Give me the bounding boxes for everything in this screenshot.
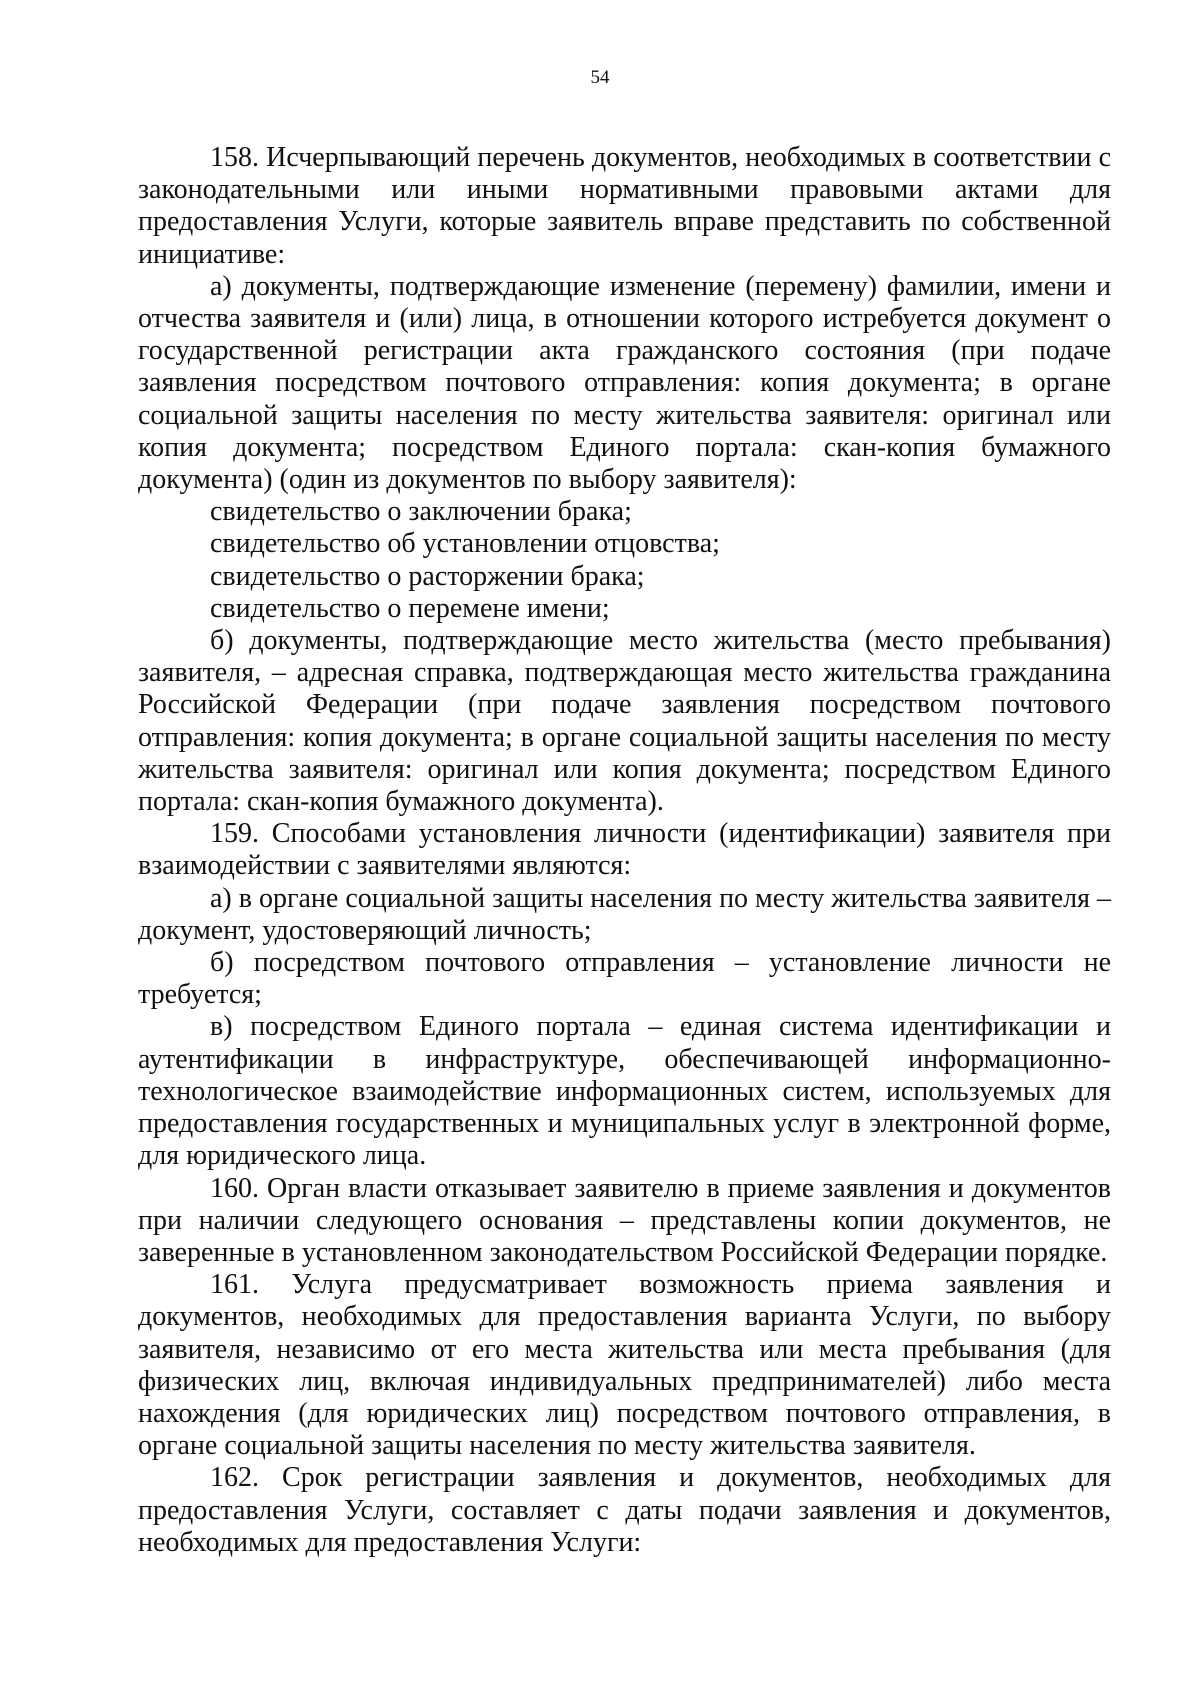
- paragraph-158-item-b: б) документы, подтверждающие место жительства (место пребывания) заявителя, – адресная справка, подтверждающая место жительства гражданина Российской Федерации (при подаче заявления посредством почтового отправления: копия документа; в органе социальной защиты населения по месту жительства заявителя: оригинал или копия документа; посредством Единого портала: скан-копия бумажного документа).: [138, 625, 1111, 818]
- paragraph-159-item-b: б) посредством почтового отправления – установление личности не требуется;: [138, 947, 1111, 1011]
- paragraph-159-item-c: в) посредством Единого портала – единая система идентификации и аутентификации в инфраструктуре, обеспечивающей информационно-технологическое взаимодействие информационных систем, используемых для предоставления государственных и муниципальных услуг в электронной форме, для юридического лица.: [138, 1011, 1111, 1172]
- paragraph-161: 161. Услуга предусматривает возможность приема заявления и документов, необходимых для предоставления варианта Услуги, по выбору заявителя, независимо от его места жительства или места пребывания (для физических лиц, включая индивидуальных предпринимателей) либо места нахождения (для юридических лиц) посредством почтового отправления, в органе социальной защиты населения по месту жительства заявителя.: [138, 1269, 1111, 1462]
- paragraph-158-item-a: а) документы, подтверждающие изменение (перемену) фамилии, имени и отчества заявителя и (или) лица, в отношении которого истребуется документ о государственной регистрации акта гражданского состояния (при подаче заявления посредством почтового отправления: копия документа; в органе социальной защиты населения по месту жительства заявителя: оригинал или копия документа; посредством Единого портала: скан-копия бумажного документа) (один из документов по выбору заявителя):: [138, 270, 1111, 496]
- list-item-paternity-certificate: свидетельство об установлении отцовства;: [210, 528, 720, 560]
- list-item-name-change-certificate: свидетельство о перемене имени;: [210, 592, 610, 624]
- paragraph-158-intro: 158. Исчерпывающий перечень документов, необходимых в соответствии с законодательными или иными нормативными правовыми актами для предоставления Услуги, которые заявитель вправе представить по собственной инициативе:: [138, 142, 1111, 270]
- paragraph-159-item-a: а) в органе социальной защиты населения по месту жительства заявителя – документ, удостоверяющий личность;: [138, 882, 1111, 946]
- list-item-divorce-certificate: свидетельство о расторжении брака;: [210, 560, 645, 592]
- document-body: [138, 142, 1111, 1559]
- paragraph-159-intro: 159. Способами установления личности (идентификации) заявителя при взаимодействии с заявителями являются:: [138, 818, 1111, 882]
- page-number: 54: [590, 67, 610, 88]
- paragraph-162: 162. Срок регистрации заявления и документов, необходимых для предоставления Услуги, составляет с даты подачи заявления и документов, необходимых для предоставления Услуги:: [138, 1462, 1111, 1558]
- list-item-marriage-certificate: свидетельство о заключении брака;: [210, 496, 632, 528]
- paragraph-160: 160. Орган власти отказывает заявителю в приеме заявления и документов при наличии следующего основания – представлены копии документов, не заверенные в установленном законодательством Российской Федерации порядке.: [138, 1172, 1111, 1268]
